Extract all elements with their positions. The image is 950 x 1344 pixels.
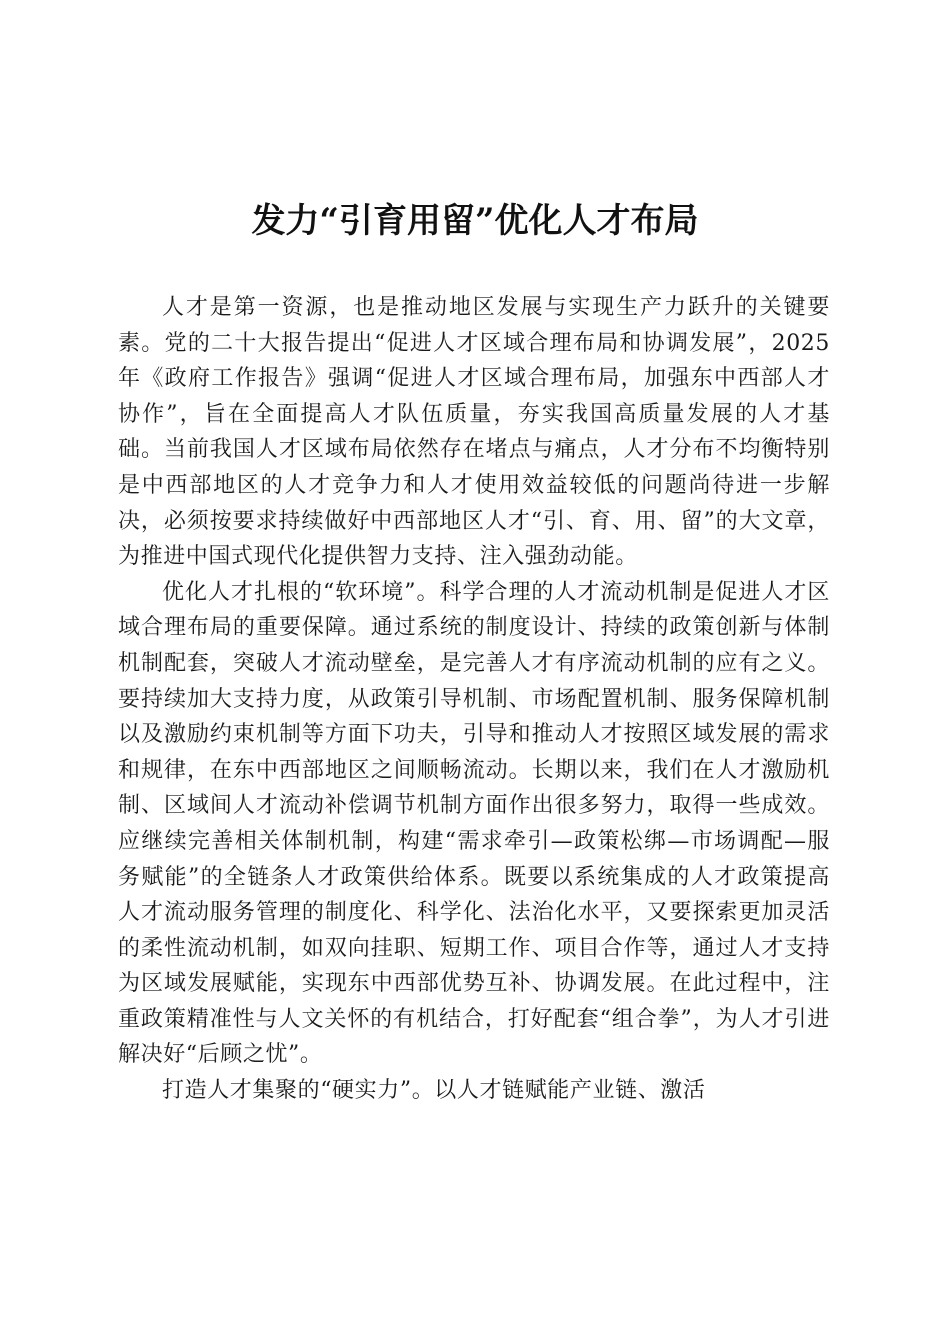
paragraph-hard-strength: 打造人才集聚的“硬实力”。以人才链赋能产业链、激活	[162, 1078, 706, 1104]
document-title: 发力“引育用留”优化人才布局	[251, 201, 699, 241]
paragraph-intro: 人才是第一资源，也是推动地区发展与实现生产力跃升的关键要素。党的二十大报告提出“促进人才区域合理布局和协调发展”，2025年《政府工作报告》强调“促进人才区域合理布局，加强东中西部人才协作”，旨在全面提高人才队伍质量，夯实我国高质量发展的人才基础。当前我国人才区域布局依然存在堵点与痛点，人才分布不均衡特别是中西部地区的人才竞争力和人才使用效益较低的问题尚待进一步解决，必须按要求持续做好中西部地区人才“引、育、用、留”的大文章，为推进中国式现代化提供智力支持、注入强劲动能。	[118, 295, 830, 570]
document-body	[118, 290, 830, 1109]
paragraph-soft-environment: 优化人才扎根的“软环境”。科学合理的人才流动机制是促进人才区域合理布局的重要保障。通过系统的制度设计、持续的政策创新与体制机制配套，突破人才流动壁垒，是完善人才有序流动机制的应有之义。要持续加大支持力度，从政策引导机制、市场配置机制、服务保障机制以及激励约束机制等方面下功夫，引导和推动人才按照区域发展的需求和规律，在东中西部地区之间顺畅流动。长期以来，我们在人才激励机制、区域间人才流动补偿调节机制方面作出很多努力，取得一些成效。应继续完善相关体制机制，构建“需求牵引—政策松绑—市场调配—服务赋能”的全链条人才政策供给体系。既要以系统集成的人才政策提高人才流动服务管理的制度化、科学化、法治化水平，又要探索更加灵活的柔性流动机制，如双向挂职、短期工作、项目合作等，通过人才支持为区域发展赋能，实现东中西部优势互补、协调发展。在此过程中，注重政策精准性与人文关怀的有机结合，打好配套“组合拳”，为人才引进解决好“后顾之忧”。	[118, 579, 830, 1068]
